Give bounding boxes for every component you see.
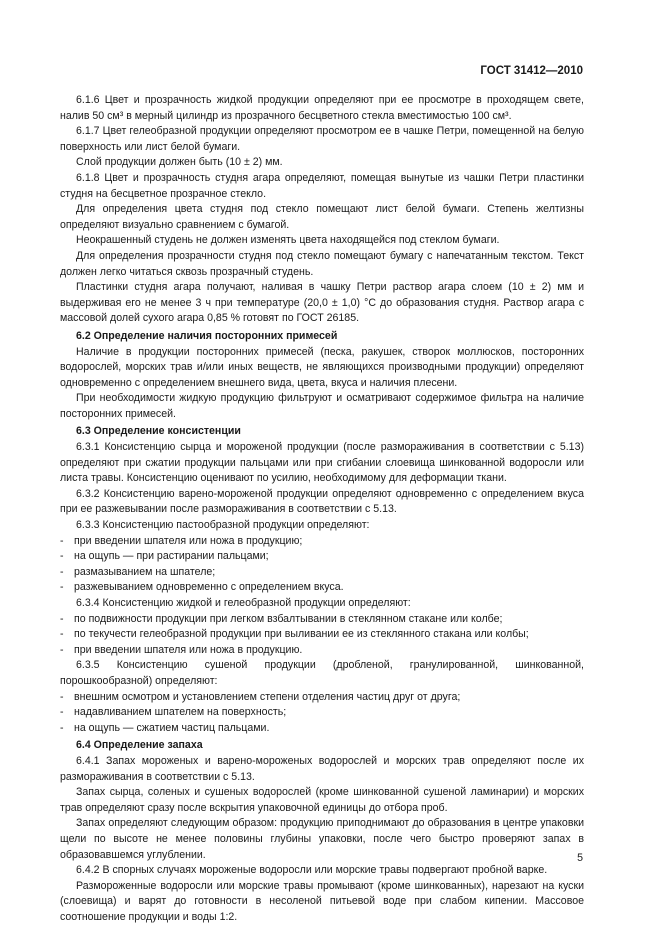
list-item: - на ощупь — сжатием частиц пальцами. bbox=[60, 721, 584, 737]
list-item: - при введении шпателя или ножа в продукцию. bbox=[60, 643, 584, 659]
list-item: - по подвижности продукции при легком взбалтывании в стеклянном стакане или колбе; bbox=[60, 612, 584, 628]
paragraph: При необходимости жидкую продукцию фильтруют и осматривают содержимое фильтра на наличие посторонних примесей. bbox=[60, 392, 584, 420]
paragraph: 6.1.6 Цвет и прозрачность жидкой продукции определяют при ее просмотре в проходящем свете, налив 50 см³ в мерный цилиндр из прозрачного бесцветного стекла вместимостью 100 см³. bbox=[60, 94, 584, 122]
paragraph: 6.3.5 Консистенцию сушеной продукции (дробленой, гранулированной, шинкованной, порошкообразной) определяют: bbox=[60, 659, 584, 687]
list-item: - при введении шпателя или ножа в продукцию; bbox=[60, 534, 584, 550]
paragraph: 6.3.2 Консистенцию варено-мороженой продукции определяют одновременно с определением вкуса при ее разжевывании после размораживания в соответствии с 5.13. bbox=[60, 487, 584, 516]
document-header: ГОСТ 31412—2010 bbox=[480, 65, 583, 77]
section-heading: 6.4 Определение запаха bbox=[76, 739, 203, 752]
paragraph: 6.3.3 Консистенцию пастообразной продукции определяют: bbox=[76, 519, 370, 532]
paragraph: Размороженные водоросли или морские травы промывают (кроме шинкованных), нарезают на куски (слоевища) и варят до готовности в несоленой питьевой воде при слабом кипении. Массовое соотношение продукции и воды 1:2. bbox=[60, 879, 584, 923]
paragraph: Пластинки студня агара получают, наливая в чашку Петри раствор агара слоем (10 ± 2) мм и выдерживая его не менее 3 ч при температуре (20,0 ± 1,0) °С до образования студня. Раствор агара с массовой долей сухого агара 0,85 % готовят по ГОСТ 26185. bbox=[60, 281, 584, 325]
paragraph: Наличие в продукции посторонних примесей (песка, ракушек, створок моллюсков, посторонних водорослей, морских трав и/или иных веществ, не являющихся производными продукции) определяют одновременно с определением внешнего вида, цвета, вкуса и наличия плесени. bbox=[60, 345, 584, 389]
paragraph: Запах сырца, соленых и сушеных водорослей (кроме шинкованной сушеной ламинарии) и морских трав определяют сразу после вскрытия упаковочной единицы до отбора проб. bbox=[60, 786, 584, 814]
document-body bbox=[60, 93, 584, 925]
paragraph: Для определения цвета студня под стекло помещают лист белой бумаги. Степень желтизны определяют визуально сравнением с бумагой. bbox=[60, 203, 584, 231]
paragraph: 6.1.7 Цвет гелеобразной продукции определяют просмотром ее в чашке Петри, помещенной на белую поверхность или лист белой бумаги. bbox=[60, 125, 584, 153]
paragraph: 6.4.1 Запах мороженых и варено-мороженых водорослей и морских трав определяют после их размораживания в соответствии с 5.13. bbox=[60, 754, 584, 783]
paragraph: 6.4.2 В спорных случаях мороженые водоросли или морские травы подвергают пробной варке. bbox=[76, 864, 548, 877]
paragraph: 6.3.1 Консистенцию сырца и мороженой продукции (после размораживания в соответствии с 5.13) определяют при сжатии продукции пальцами или при сгибании слоевища шинкованной водоросли или листа травы. Консистенцию оценивают по усилию, необходимому для деформации ткани. bbox=[60, 441, 584, 485]
list-item: - надавливанием шпателем на поверхность; bbox=[60, 705, 584, 721]
list-item: - по текучести гелеобразной продукции при выливании ее из стеклянного стакана или колбы; bbox=[60, 627, 584, 643]
list-item: - на ощупь — при растирании пальцами; bbox=[60, 549, 584, 565]
paragraph: Для определения прозрачности студня под стекло помещают бумагу с напечатанным текстом. Текст должен легко читаться сквозь прозрачный студень. bbox=[60, 249, 584, 278]
list-item: - размазыванием на шпателе; bbox=[60, 565, 584, 581]
page-number: 5 bbox=[577, 852, 583, 864]
paragraph: Запах определяют следующим образом: продукцию приподнимают до образования в центре упаковки щели по высоте не менее половины глубины упаковки, после чего быстро проверяют запах в образовавшемся углублении. bbox=[60, 817, 584, 861]
paragraph: 6.3.4 Консистенцию жидкой и гелеобразной продукции определяют: bbox=[76, 597, 411, 609]
list-item: - разжевыванием одновременно с определением вкуса. bbox=[60, 580, 584, 596]
section-heading: 6.3 Определение консистенции bbox=[76, 425, 241, 438]
paragraph: 6.1.8 Цвет и прозрачность студня агара определяют, помещая вынутые из чашки Петри пластинки студня на бесцветное прозрачное стекло. bbox=[60, 171, 584, 200]
section-heading: 6.2 Определение наличия посторонних примесей bbox=[76, 329, 338, 342]
paragraph: Слой продукции должен быть (10 ± 2) мм. bbox=[76, 156, 283, 169]
list-item: - внешним осмотром и установлением степени отделения частиц друг от друга; bbox=[60, 690, 584, 706]
paragraph: Неокрашенный студень не должен изменять цвета находящейся под стеклом бумаги. bbox=[76, 234, 500, 247]
